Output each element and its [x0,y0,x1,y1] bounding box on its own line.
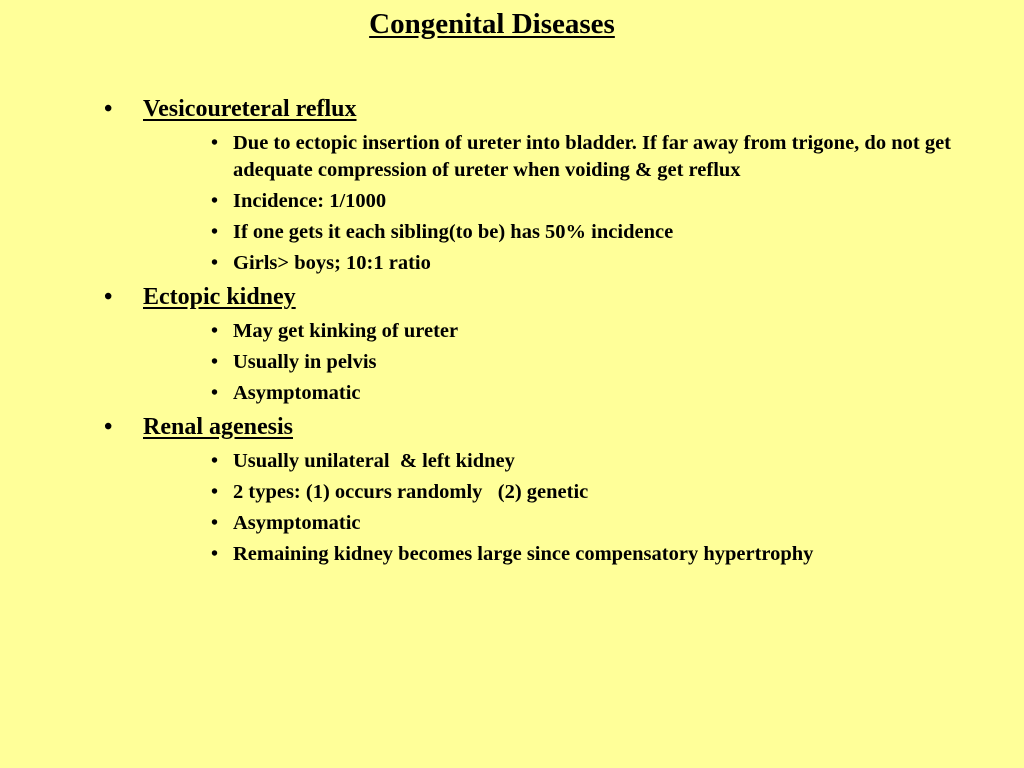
bullet-icon: • [211,382,219,404]
bullet-icon: • [211,351,219,373]
list-item-text: If one gets it each sibling(to be) has 50% incidence [233,221,674,243]
list-item-text: Asymptomatic [233,382,361,404]
bullet-icon: • [211,190,219,212]
section-renal-agenesis [0,410,1024,568]
list-item [0,318,973,345]
list-item [0,188,973,215]
section-ectopic-kidney [0,280,1024,407]
section-heading: Vesicoureteral reflux [143,96,357,122]
bullet-icon: • [211,252,219,274]
list-item [0,479,973,506]
bullet-icon: • [211,320,219,342]
list-item-text: Due to ectopic insertion of ureter into bladder. If far away from trigone, do not get adequate compression of ureter when voiding & get reflux [233,132,951,181]
bullet-icon: • [211,132,219,154]
bullet-list [0,318,1024,407]
bullet-icon: • [211,481,219,503]
list-item [0,349,973,376]
list-item-text: Girls> boys; 10:1 ratio [233,252,431,274]
list-item [0,219,973,246]
list-item [0,130,973,184]
bullet-icon: • [211,221,219,243]
list-item [0,541,973,568]
list-item [0,448,973,475]
bullet-icon: • [104,284,113,310]
list-item-text: Usually in pelvis [233,351,377,373]
slide-title: Congenital Diseases [369,8,615,40]
list-item-text: May get kinking of ureter [233,320,459,342]
bullet-icon: • [211,450,219,472]
bullet-icon: • [104,414,113,440]
section-heading: Renal agenesis [143,414,293,440]
section-vesicoureteral-reflux [0,92,1024,277]
list-item [0,380,973,407]
bullet-icon: • [211,543,219,565]
section-heading-row [0,92,1024,126]
list-item [0,250,973,277]
bullet-list [0,448,1024,568]
section-heading-row [0,280,1024,314]
slide-content [0,92,1024,571]
list-item-text: 2 types: (1) occurs randomly (2) genetic [233,481,589,503]
bullet-list [0,130,1024,277]
list-item-text: Usually unilateral & left kidney [233,450,515,472]
bullet-icon: • [104,96,113,122]
list-item-text: Incidence: 1/1000 [233,190,387,212]
list-item-text: Remaining kidney becomes large since compensatory hypertrophy [233,543,814,565]
bullet-icon: • [211,512,219,534]
section-heading-row [0,410,1024,444]
section-heading: Ectopic kidney [143,284,296,310]
list-item [0,510,973,537]
list-item-text: Asymptomatic [233,512,361,534]
